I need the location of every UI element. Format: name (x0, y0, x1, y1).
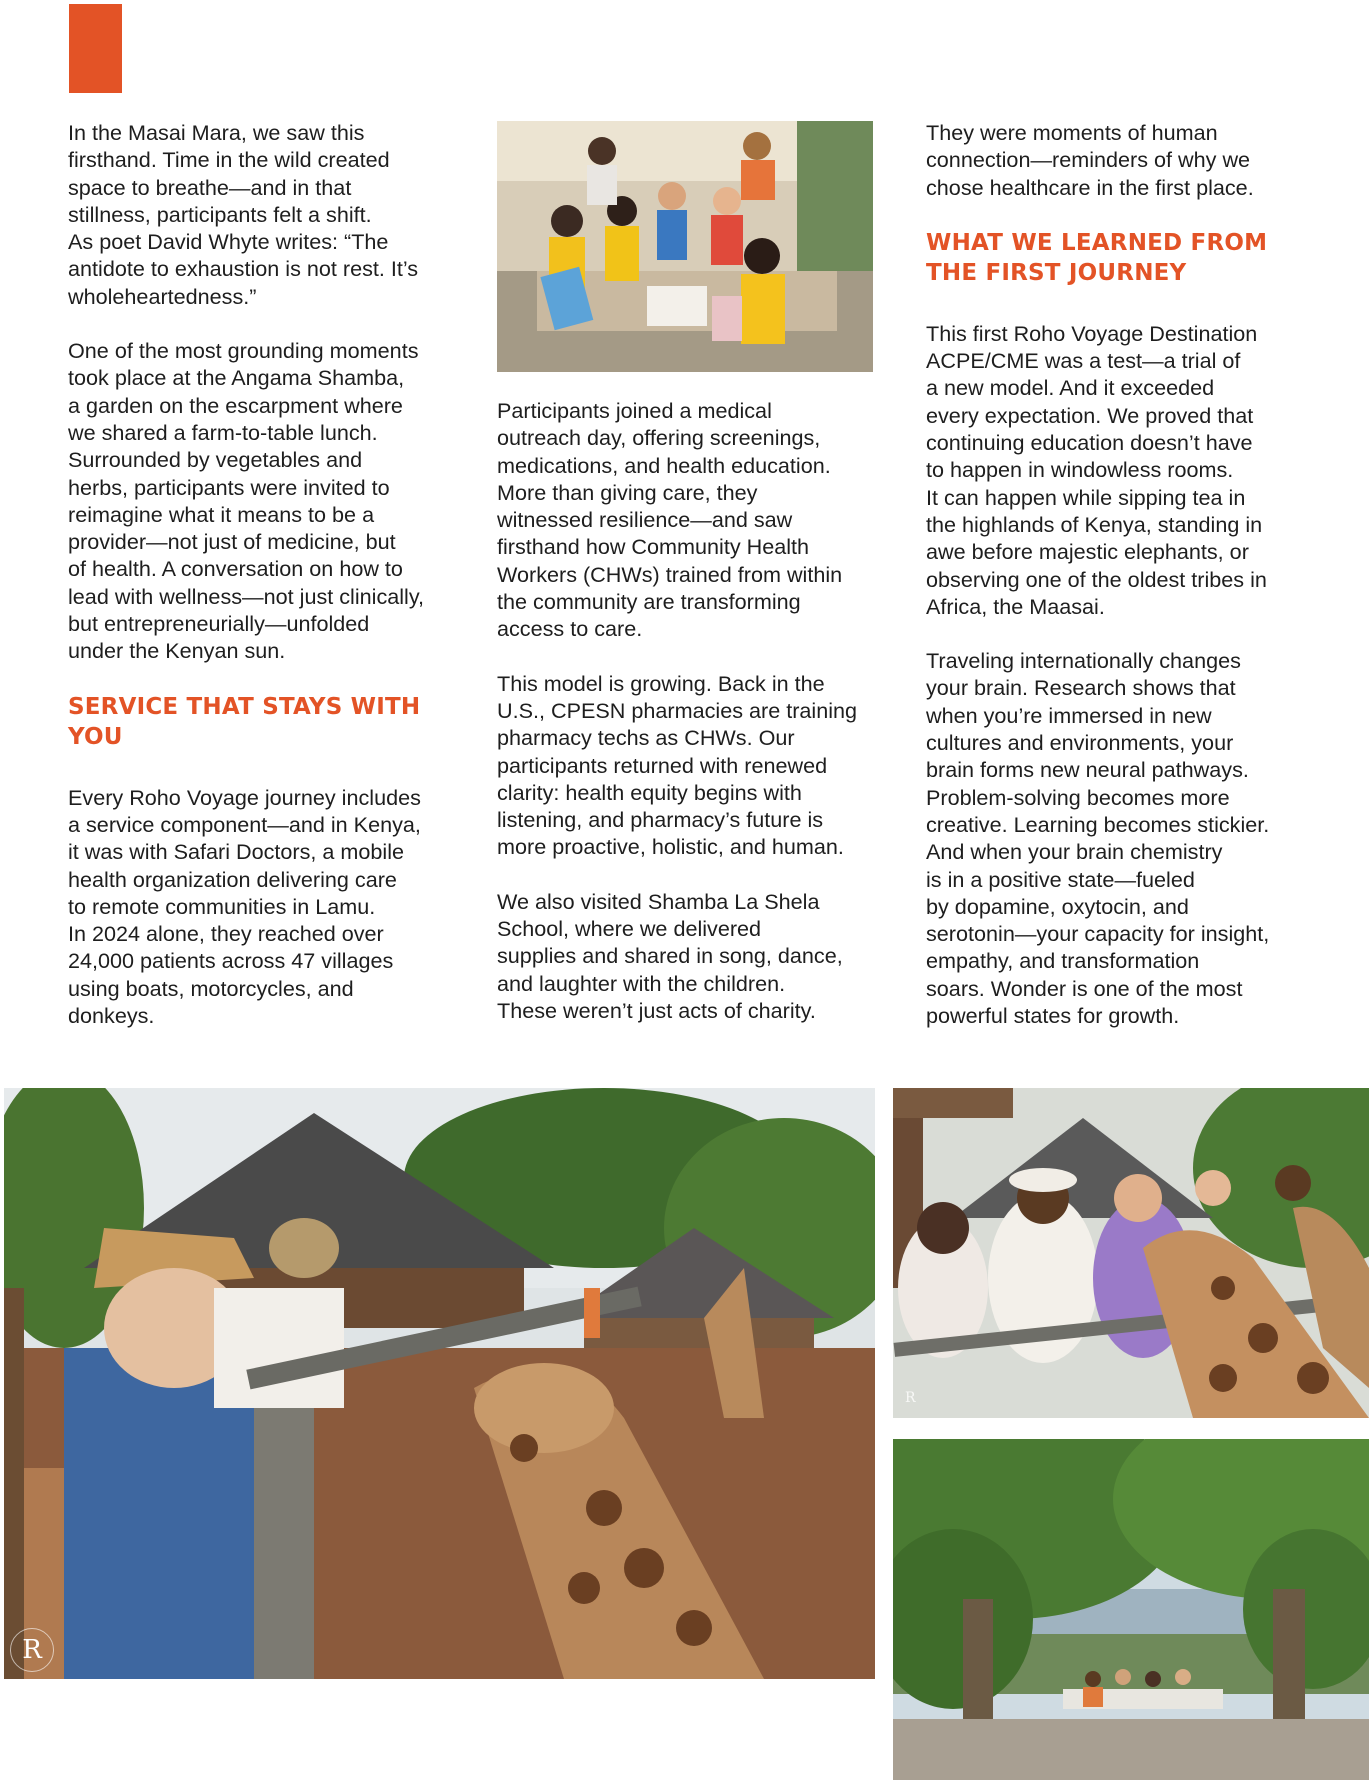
paragraph-outreach-day: Participants joined a medical outreach day, offering screenings, medications, and health education. More than giving care, they witnessed resilience—and saw firsthand how Community Health Workers (CHWs) trained from within the community are transforming access to care. (497, 398, 843, 642)
accent-color-block (69, 4, 122, 93)
paragraph-shamba-school: We also visited Shamba La Shela School, where we delivered supplies and shared in song, dance, and laughter with the children. These weren’t just acts of charity. (497, 888, 843, 1023)
watermark-letter-small: R (905, 1390, 916, 1406)
paragraph-angama-shamba: One of the most grounding moments took place at the Angama Shamba, a garden on the escarpment where we shared a farm-to-table lunch. Surrounded by vegetables and herbs, participants were invited to reimagine what it means to be a provider—not just of medicine, but of health. A conversation on how to lead with wellness—not just clinically, but entrepreneurially—unfolded under the Kenyan sun. (68, 338, 425, 664)
watermark-letter: R (22, 1635, 42, 1665)
roho-logo-watermark-small (905, 1390, 916, 1406)
paragraph-travel-brain: Traveling internationally changes your brain. Research shows that when you’re immersed in new cultures and environments, your brain forms new neural pathways. Problem-solving becomes more creative. Learning becomes stickier. And when your brain chemistry is in a positive state—fueled by dopamine, oxytocin, and serotonin—your capacity for insight, empathy, and transformation soars. Wonder is one of the most powerful states for growth. (926, 648, 1270, 1029)
roho-logo-watermark (10, 1628, 54, 1672)
paragraph-first-journey: This first Roho Voyage Destination ACPE/CME was a test—a trial of a new model. And it exceeded every expectation. We proved that continuing education doesn’t have to happen in windowless rooms. It can happen while sipping tea in the highlands of Kenya, standing in awe before majestic elephants, or observing one of the oldest tribes in Africa, the Maasai. (926, 320, 1267, 619)
text-column-right (926, 119, 1306, 1056)
photo-school-children (497, 121, 873, 372)
text-column-middle (497, 397, 877, 1051)
photo-giraffe-group (893, 1088, 1369, 1418)
paragraph-safari-doctors: Every Roho Voyage journey includes a service component—and in Kenya, it was with Safari Doctors, a mobile health organization delivering care to remote communities in Lamu. In 2024 alone, they reached over 24,000 patients across 47 villages using boats, motorcycles, and donkeys. (68, 784, 421, 1029)
paragraph-model-growing: This model is growing. Back in the U.S., CPESN pharmacies are training pharmacy techs as CHWs. Our participants returned with renewed clarity: health equity begins with listening, and pharmacy’s future is more proactive, holistic, and human. (497, 670, 858, 860)
photo-escarpment-lunch (893, 1439, 1369, 1780)
text-column-left (68, 119, 448, 1056)
paragraph-masai-mara: In the Masai Mara, we saw this firsthand. Time in the wild created space to breathe—and in that stillness, participants felt a shift. As poet David Whyte writes: “The antidote to exhaustion is not rest. It’s wholeheartedness.” (68, 120, 419, 309)
section-heading-learned: WHAT WE LEARNED FROM THE FIRST JOURNEY (926, 229, 1268, 286)
section-heading-service: SERVICE THAT STAYS WITH YOU (68, 693, 421, 750)
paragraph-human-connection: They were moments of human connection—reminders of why we chose healthcare in the first place. (926, 120, 1254, 200)
photo-giraffe-feeding (4, 1088, 875, 1679)
